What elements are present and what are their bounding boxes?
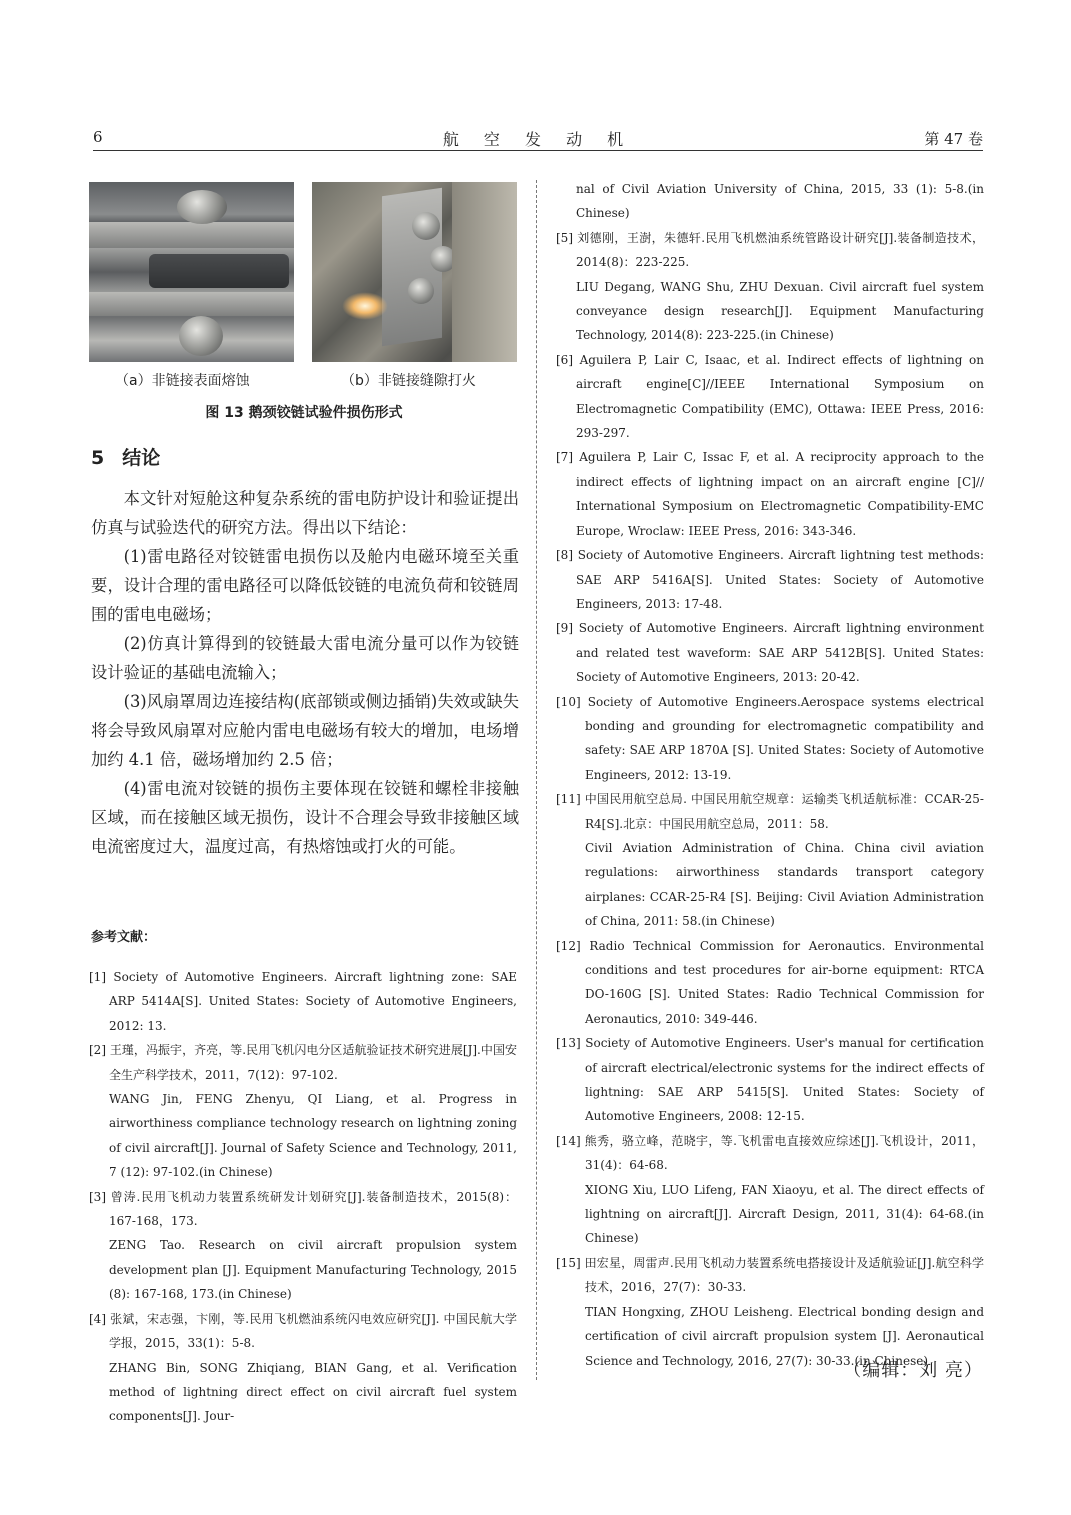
reference-text: [11] 中国民用航空总局. 中国民用航空规章：运输类飞机适航标准：CCAR-25-R4[S].北京：中国民用航空总局，2011：58. <box>556 792 984 831</box>
subcaption-a: （a）非链接表面熔蚀 <box>115 373 250 389</box>
photo-surface-erosion <box>89 182 294 362</box>
reference-text: [8] Society of Automotive Engineers. Aircraft lightning test methods: SAE ARP 5416A[S]. United States: Society of Automotive Engineers, 2013: 17-48. <box>556 548 984 611</box>
reference-text: [2] 王瑾，冯振宇，齐亮，等.民用飞机闪电分区适航验证技术研究进展[J].中国安全生产科学技术，2011，7(12)：97-102. <box>89 1043 517 1082</box>
photo-gap-sparking <box>312 182 517 362</box>
reference-item <box>556 445 984 543</box>
page-number: 6 <box>93 128 103 146</box>
section-heading <box>91 443 160 470</box>
editor-note: （编辑：刘 亮） <box>843 1360 983 1381</box>
reference-item <box>89 1038 517 1184</box>
reference-english: LIU Degang, WANG Shu, ZHU Dexuan. Civil aircraft fuel system conveyance design research[J]. Equipment Manufacturing Technology, 2014(8): 223-225.(in Chinese) <box>576 279 984 343</box>
reference-text: [9] Society of Automotive Engineers. Aircraft lightning environment and related test waveform: SAE ARP 5412B[S]. United States: Society of Automotive Engineers, 2013: 20-42. <box>556 621 984 685</box>
reference-text: [14] 熊秀，骆立峰，范晓宇，等.飞机雷电直接效应综述[J].飞机设计，2011，31(4)：64-68. <box>556 1133 984 1173</box>
reference-item <box>556 226 984 348</box>
conclusion-body <box>91 484 519 861</box>
reference-english: Civil Aviation Administration of China. China civil aviation regulations: airworthiness standards transport category airplanes: CCAR-25-R4 [S]. Beijing: Civil Aviation Administration of China, 2011: 58.(in Chinese) <box>585 840 984 929</box>
reference-text: [5] 刘德刚，王澍，朱德轩.民用飞机燃油系统管路设计研究[J].装备制造技术，2014(8)：223-225. <box>556 230 984 270</box>
reference-english: ZHANG Bin, SONG Zhiqiang, BIAN Gang, et al. Verification method of lightning direct effect on civil aircraft fuel system components[J]. Jour- <box>109 1360 517 1424</box>
column-divider <box>536 180 537 1380</box>
reference-item <box>556 1251 984 1373</box>
reference-english: ZENG Tao. Research on civil aircraft propulsion system development plan [J]. Equipment Manufacturing Technology, 2015 (8): 167-168, 173.(in Chinese) <box>109 1238 517 1302</box>
reference-text: [10] Society of Automotive Engineers.Aerospace systems electrical bonding and grounding for electromagnetic compatibility and safety: SAE ARP 1870A [S]. United States: Society of Automotive Engineers, 2012: 13-19. <box>556 694 984 782</box>
reference-item <box>556 934 984 1032</box>
section-number: 5 <box>91 447 105 469</box>
reference-item <box>556 1129 984 1251</box>
paragraph: (2)仿真计算得到的铰链最大雷电流分量可以作为铰链设计验证的基础电流输入； <box>91 634 519 682</box>
reference-item <box>556 1031 984 1129</box>
reference-item <box>556 616 984 689</box>
reference-text: [6] Aguilera P, Lair C, Isaac, et al. Indirect effects of lightning on aircraft engine[C]//IEEE International Symposium on Electromagnetic Compatibility (EMC), Ottawa: IEEE Press, 2016: 293-297. <box>556 352 984 441</box>
reference-item <box>556 543 984 616</box>
paragraph: (4)雷电流对铰链的损伤主要体现在铰链和螺栓非接触区域，而在接触区域无损伤，设计不合理会导致非接触区域电流密度过大，温度过高，有热熔蚀或打火的可能。 <box>91 779 519 856</box>
reference-continued: nal of Civil Aviation University of China, 2015, 33 (1): 5-8.(in Chinese) <box>576 182 984 221</box>
reference-english: TIAN Hongxing, ZHOU Leisheng. Electrical bonding design and certification of civil aircraft propulsion system [J]. Aeronautical Science and Technology, 2016, 27(7): 30-33.(in Chinese) <box>585 1304 984 1368</box>
reference-text: [1] Society of Automotive Engineers. Aircraft lightning zone: SAE ARP 5414A[S]. United States: Society of Automotive Engineers, 2012: 13. <box>89 970 517 1033</box>
reference-text: [3] 曾涛.民用飞机动力装置系统研发计划研究[J].装备制造技术，2015(8)：167-168，173. <box>89 1189 517 1229</box>
reference-english: XIONG Xiu, LUO Lifeng, FAN Xiaoyu, et al. The direct effects of lightning on aircraft[J]. Aircraft Design, 2011, 31(4): 64-68.(in Chinese) <box>585 1182 984 1246</box>
paragraph: (1)雷电路径对铰链雷电损伤以及舱内电磁环境至关重要，设计合理的雷电路径可以降低铰链的电流负荷和铰链周围的雷电电磁场； <box>91 547 519 624</box>
reference-english: WANG Jin, FENG Zhenyu, QI Liang, et al. Progress in airworthiness compliance technology research on lightning zoning of civil aircraft[J]. Journal of Safety Science and Technology, 2011, 7 (12): 97-102.(in Chinese) <box>109 1092 517 1180</box>
reference-text: [13] Society of Automotive Engineers. User's manual for certification of aircraft electrical/electronic systems for the indirect effects of lightning: SAE ARP 5415[S]. United States: Society of Automotive Engineers, 2008: 12-15. <box>556 1036 984 1124</box>
paragraph: (3)风扇罩周边连接结构(底部锁或侧边插销)失效或缺失将会导致风扇罩对应舱内雷电电磁场有较大的增加，电场增加约 4.1 倍，磁场增加约 2.5 倍； <box>91 692 519 769</box>
reference-item <box>556 690 984 788</box>
subcaption-b: （b）非链接缝隙打火 <box>341 373 476 389</box>
reference-text: [7] Aguilera P, Lair C, Issac F, et al. A reciprocity approach to the indirect effects of lightning impact on an aircraft engine [C]// International Symposium on Electromagnetic Compatibility-EMC Europe, Wroclaw: IEEE Press, 2016: 343-346. <box>556 450 984 538</box>
page-header <box>93 126 983 151</box>
reference-item <box>89 1307 517 1429</box>
journal-title: 航 空 发 动 机 <box>442 130 634 149</box>
references-right-column <box>556 177 984 1373</box>
paragraph: 本文针对短舱这种复杂系统的雷电防护设计和验证提出仿真与试验迭代的研究方法。得出以下结论： <box>91 489 519 537</box>
reference-item <box>89 965 517 1038</box>
reference-text: [15] 田宏星，周雷声.民用飞机动力装置系统电搭接设计及适航验证[J].航空科学技术，2016，27(7)：30-33. <box>556 1255 984 1295</box>
reference-text: [4] 张斌，宋志强，卞刚，等.民用飞机燃油系统闪电效应研究[J]. 中国民航大学学报，2015，33(1)：5-8. <box>89 1311 517 1351</box>
figure-caption: 图 13 鹅颈铰链试验件损伤形式 <box>205 405 403 421</box>
references-left-column <box>89 965 517 1429</box>
reference-item <box>89 1185 517 1307</box>
reference-text: [12] Radio Technical Commission for Aeronautics. Environmental conditions and test procedures for air-borne equipment: RTCA DO-160G [S]. United States: Radio Technical Commission for Aeronautics, 2010: 349-446. <box>556 938 984 1026</box>
section-title: 结论 <box>122 447 161 469</box>
references-heading: 参考文献： <box>91 930 157 945</box>
reference-item <box>556 787 984 933</box>
reference-item <box>556 348 984 446</box>
volume-label: 第 47 卷 <box>924 130 983 148</box>
